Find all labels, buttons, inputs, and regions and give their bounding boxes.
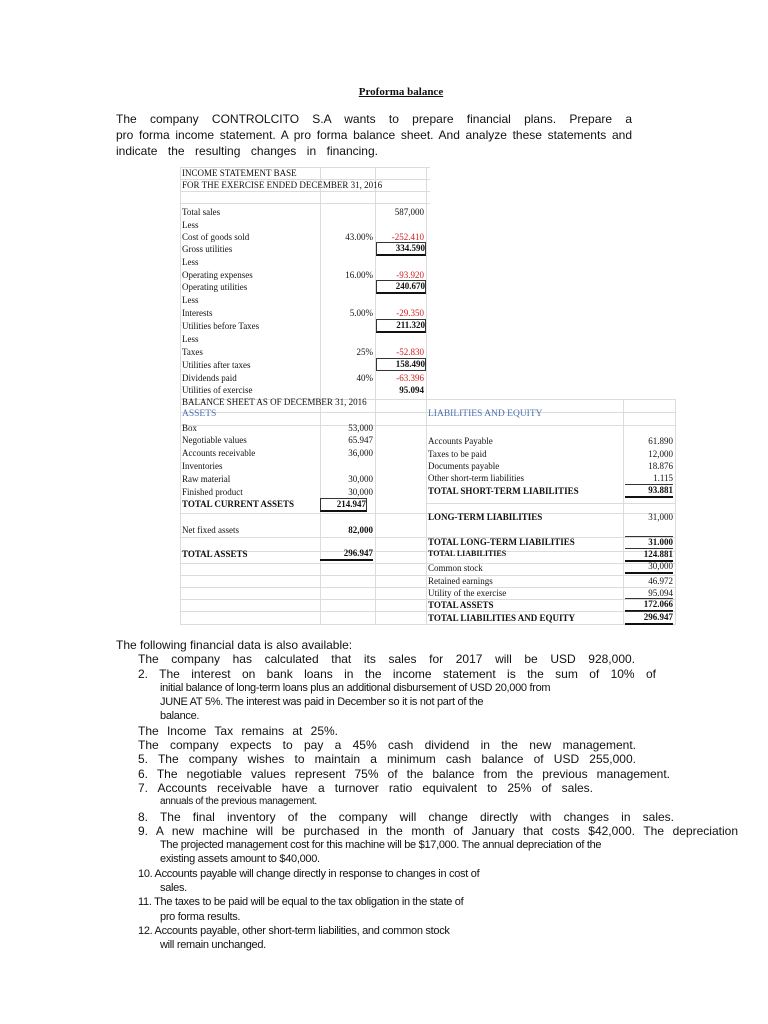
- liability-value: 18.876: [648, 461, 673, 471]
- asset-label: TOTAL ASSETS: [182, 549, 248, 559]
- row-value: 211.320: [376, 319, 426, 333]
- data-line: 6. The negotiable values represent 75% of the balance from the previous management.: [138, 766, 670, 781]
- data-line: 11. The taxes to be paid will be equal to the tax obligation in the state of: [138, 896, 464, 909]
- liability-value: 12,000: [648, 449, 673, 459]
- assets-header: ASSETS: [182, 409, 217, 419]
- asset-label: Negotiable values: [182, 435, 247, 445]
- row-label: Utilities of exercise: [182, 385, 253, 395]
- data-line: 9. A new machine will be purchased in the month of January that costs $42,000. The depreciation: [138, 823, 738, 838]
- balance-header: BALANCE SHEET AS OF DECEMBER 31, 2016: [182, 397, 367, 407]
- row-label: Interests: [182, 308, 213, 318]
- row-value: 334.590: [376, 242, 426, 256]
- data-line: The Income Tax remains at 25%.: [138, 723, 338, 738]
- row-label: Gross utilities: [182, 244, 233, 254]
- row-label: Less: [182, 334, 199, 344]
- data-line: 10. Accounts payable will change directly in response to changes in cost of: [138, 867, 480, 880]
- asset-label: TOTAL CURRENT ASSETS: [182, 499, 295, 509]
- row-label: Taxes: [182, 347, 203, 357]
- liability-label: TOTAL LONG-TERM LIABILITIES: [428, 537, 575, 547]
- data-line: initial balance of long-term loans plus an additional disbursement of USD 20,000 from: [160, 681, 551, 694]
- asset-label: Finished product: [182, 487, 243, 497]
- row-percent: 5.00%: [349, 308, 373, 318]
- liability-label: Retained earnings: [428, 576, 493, 586]
- data-line: balance.: [160, 710, 200, 723]
- liability-label: TOTAL SHORT-TERM LIABILITIES: [428, 486, 579, 496]
- row-value: 587,000: [394, 207, 424, 217]
- row-label: Operating expenses: [182, 270, 253, 280]
- liability-label: Other short-term liabilities: [428, 473, 524, 483]
- asset-value: 36,000: [348, 448, 373, 458]
- data-line: 12. Accounts payable, other short-term liabilities, and common stock: [138, 924, 450, 937]
- liability-label: Utility of the exercise: [428, 588, 507, 598]
- data-line: 5. The company wishes to maintain a minimum cash balance of USD 255,000.: [138, 752, 636, 767]
- asset-label: Raw material: [182, 474, 231, 484]
- data-line: 7. Accounts receivable have a turnover ratio equivalent to 25% of sales.: [138, 780, 593, 795]
- liability-label: TOTAL ASSETS: [428, 600, 494, 610]
- row-value: -93.920: [396, 270, 424, 280]
- asset-label: Inventories: [182, 461, 223, 471]
- row-percent: 43.00%: [345, 232, 373, 242]
- income-period: FOR THE EXERCISE ENDED DECEMBER 31, 2016: [182, 180, 383, 190]
- liability-label: TOTAL LIABILITIES: [428, 549, 507, 558]
- row-percent: 16.00%: [345, 270, 373, 280]
- data-line: The company has calculated that its sales for 2017 will be USD 928,000.: [138, 652, 635, 667]
- asset-label: Net fixed assets: [182, 525, 239, 535]
- additional-data: [116, 638, 744, 953]
- liability-value: 61.890: [648, 436, 673, 446]
- liability-label: Common stock: [428, 563, 483, 573]
- row-label: Utilities after taxes: [182, 360, 251, 370]
- intro-line: indicate the resulting changes in financing.: [116, 144, 378, 158]
- liability-label: Taxes to be paid: [428, 449, 487, 459]
- data-line: The projected management cost for this machine will be $17,000. The annual depreciation of the: [160, 839, 602, 852]
- row-value: -52.830: [396, 347, 424, 357]
- asset-value: 65.947: [348, 435, 373, 445]
- data-line: JUNE AT 5%. The interest was paid in December so it is not part of the: [160, 696, 484, 709]
- row-label: Less: [182, 295, 199, 305]
- data-line: annuals of the previous management.: [160, 796, 317, 808]
- asset-value: 296.947: [320, 548, 373, 561]
- intro-line: The company CONTROLCITO S.A wants to prepare financial plans. Prepare a: [116, 112, 632, 126]
- data-line: sales.: [160, 882, 187, 895]
- data-line: pro forma results.: [160, 910, 241, 923]
- liability-value: 172.066: [625, 598, 673, 612]
- liability-value: 124.881: [625, 548, 673, 562]
- liability-value: 93.881: [625, 484, 673, 498]
- additional-lead: The following financial data is also available:: [116, 638, 353, 652]
- row-value: -252.410: [391, 232, 424, 242]
- asset-value: 30,000: [348, 487, 373, 497]
- asset-label: Accounts receivable: [182, 448, 256, 458]
- row-value: -63.396: [396, 373, 424, 383]
- row-label: Total sales: [182, 207, 221, 217]
- intro-paragraph: [116, 111, 632, 159]
- data-line: will remain unchanged.: [160, 939, 266, 952]
- row-label: Dividends paid: [182, 373, 237, 383]
- row-value: 240.670: [376, 280, 426, 294]
- liability-label: Documents payable: [428, 461, 500, 471]
- row-label: Operating utilities: [182, 282, 248, 292]
- row-label: Less: [182, 257, 199, 267]
- row-value: 158.490: [376, 358, 426, 371]
- liability-label: Accounts Payable: [428, 436, 493, 446]
- liabilities-header: LIABILITIES AND EQUITY: [428, 409, 543, 419]
- intro-line: pro forma income statement. A pro forma balance sheet. And analyze these statements and: [116, 128, 632, 142]
- asset-value: 214.947: [320, 498, 367, 512]
- asset-value: 82,000: [348, 525, 373, 535]
- asset-value: 53,000: [348, 423, 373, 433]
- liability-value: 46.972: [648, 576, 673, 586]
- data-line: 2. The interest on bank loans in the income statement is the sum of 10% of: [138, 666, 656, 681]
- liability-value: 31,000: [648, 512, 673, 522]
- liability-value: 296.947: [625, 611, 673, 625]
- asset-label: Box: [182, 423, 198, 433]
- data-line: The company expects to pay a 45% cash dividend in the new management.: [138, 738, 636, 753]
- page-title: Proforma balance: [358, 86, 444, 98]
- row-label: Cost of goods sold: [182, 232, 250, 242]
- liability-value: 30,000: [625, 561, 673, 574]
- financial-table: [180, 167, 676, 625]
- liability-label: LONG-TERM LIABILITIES: [428, 512, 543, 522]
- row-percent: 25%: [356, 347, 373, 357]
- asset-value: 30,000: [348, 474, 373, 484]
- liability-label: TOTAL LIABILITIES AND EQUITY: [428, 613, 575, 623]
- data-line: existing assets amount to $40,000.: [160, 853, 320, 866]
- liability-value: 95.094: [648, 588, 673, 598]
- row-value: 95.094: [399, 385, 424, 395]
- row-label: Less: [182, 220, 199, 230]
- row-percent: 40%: [356, 373, 373, 383]
- liability-value: 31.000: [625, 536, 673, 548]
- row-label: Utilities before Taxes: [182, 321, 260, 331]
- data-line: 8. The final inventory of the company will change directly with changes in sales.: [138, 809, 674, 824]
- liability-value: 1.115: [653, 473, 673, 483]
- row-value: -29.350: [396, 308, 424, 318]
- income-header: INCOME STATEMENT BASE: [182, 168, 297, 178]
